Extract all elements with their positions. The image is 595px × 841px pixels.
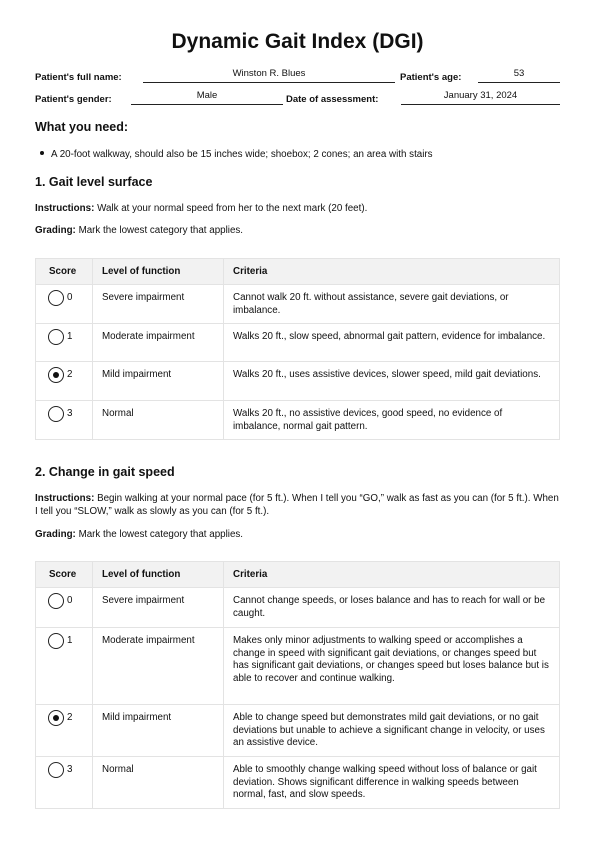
need-item-text: A 20-foot walkway, should also be 15 inches wide; shoebox; 2 cones; an area with stairs	[51, 149, 433, 160]
criteria-cell: Cannot walk 20 ft. without assistance, severe gait deviations, or imbalance.	[224, 285, 560, 324]
name-label: Patient's full name:	[35, 72, 122, 83]
score-radio[interactable]	[48, 329, 64, 345]
score-radio[interactable]	[48, 290, 64, 306]
criteria-cell: Walks 20 ft., no assistive devices, good speed, no evidence of imbalance, normal gait pattern.	[224, 401, 560, 440]
score-cell: 0	[36, 285, 93, 324]
table-row	[36, 628, 560, 705]
grading-text: Mark the lowest category that applies.	[78, 529, 244, 540]
level-cell: Mild impairment	[93, 362, 224, 401]
gender-underline	[131, 104, 283, 105]
section-1-grading	[35, 224, 560, 237]
table-row	[36, 705, 560, 757]
level-cell: Moderate impairment	[93, 628, 224, 705]
instructions-text: Walk at your normal speed from her to the next mark (20 feet).	[97, 203, 368, 214]
score-cell: 2	[36, 705, 93, 757]
section-1-heading: 1. Gait level surface	[35, 175, 153, 189]
score-radio[interactable]	[48, 593, 64, 609]
section-2-grading	[35, 528, 560, 541]
name-underline	[143, 82, 395, 83]
date-label: Date of assessment:	[286, 94, 379, 105]
score-radio[interactable]	[48, 710, 64, 726]
what-you-need-heading: What you need:	[35, 120, 129, 134]
score-cell: 0	[36, 588, 93, 628]
name-field[interactable]: Winston R. Blues	[232, 68, 306, 79]
document-title: Dynamic Gait Index (DGI)	[171, 30, 424, 53]
grading-label: Grading:	[35, 225, 76, 236]
level-cell: Moderate impairment	[93, 324, 224, 362]
table-row	[36, 324, 560, 362]
score-radio[interactable]	[48, 367, 64, 383]
score-header: Score	[36, 259, 93, 285]
section-2-heading: 2. Change in gait speed	[35, 465, 175, 479]
table-row	[36, 362, 560, 401]
level-cell: Severe impairment	[93, 285, 224, 324]
grading-text: Mark the lowest category that applies.	[78, 225, 244, 236]
date-field[interactable]: January 31, 2024	[443, 90, 518, 101]
level-cell: Mild impairment	[93, 705, 224, 757]
criteria-cell: Able to smoothly change walking speed without loss of balance or gait deviation. Shows significant difference in walking speeds between normal, fast, and slow speeds.	[224, 757, 560, 809]
instructions-text: Begin walking at your normal pace (for 5 ft.). When I tell you “GO,” walk as fast as you can (for 5 ft.). When I tell you “SLOW,” walk as slowly as you can (for 5 ft.).	[35, 493, 559, 517]
score-cell: 1	[36, 628, 93, 705]
table-row	[36, 588, 560, 628]
section-2-instructions	[35, 492, 560, 518]
patient-info-row-2	[35, 90, 560, 106]
section-2-table	[35, 561, 560, 809]
level-cell: Normal	[93, 757, 224, 809]
gender-label: Patient's gender:	[35, 94, 112, 105]
grading-label: Grading:	[35, 529, 76, 540]
score-radio[interactable]	[48, 406, 64, 422]
bullet-icon	[40, 151, 44, 155]
criteria-header: Criteria	[224, 259, 560, 285]
section-1-instructions	[35, 202, 560, 215]
patient-info-row-1	[35, 68, 560, 84]
table-row	[36, 285, 560, 324]
need-list-item	[40, 149, 433, 160]
criteria-cell: Makes only minor adjustments to walking speed or accomplishes a change in speed with significant gait deviations, or changes speed but has significant gait deviations, or changes speed but loses balance but is able to recover and continue walking.	[224, 628, 560, 705]
age-underline	[478, 82, 560, 83]
date-underline	[401, 104, 560, 105]
criteria-cell: Cannot change speeds, or loses balance and has to reach for wall or be caught.	[224, 588, 560, 628]
level-cell: Normal	[93, 401, 224, 440]
criteria-cell: Walks 20 ft., slow speed, abnormal gait pattern, evidence for imbalance.	[224, 324, 560, 362]
table-row	[36, 401, 560, 440]
score-cell: 2	[36, 362, 93, 401]
score-radio[interactable]	[48, 633, 64, 649]
criteria-header: Criteria	[224, 562, 560, 588]
score-cell: 1	[36, 324, 93, 362]
score-radio[interactable]	[48, 762, 64, 778]
score-cell: 3	[36, 757, 93, 809]
level-cell: Severe impairment	[93, 588, 224, 628]
score-header: Score	[36, 562, 93, 588]
age-label: Patient's age:	[400, 72, 462, 83]
gender-field[interactable]: Male	[196, 90, 218, 101]
instructions-label: Instructions:	[35, 493, 95, 504]
level-header: Level of function	[93, 562, 224, 588]
table-row	[36, 757, 560, 809]
score-cell: 3	[36, 401, 93, 440]
section-1-table	[35, 258, 560, 440]
level-header: Level of function	[93, 259, 224, 285]
criteria-cell: Able to change speed but demonstrates mild gait deviations, or no gait deviations but unable to achieve a significant change in velocity, or uses an assistive device.	[224, 705, 560, 757]
age-field[interactable]: 53	[513, 68, 525, 79]
criteria-cell: Walks 20 ft., uses assistive devices, slower speed, mild gait deviations.	[224, 362, 560, 401]
instructions-label: Instructions:	[35, 203, 95, 214]
